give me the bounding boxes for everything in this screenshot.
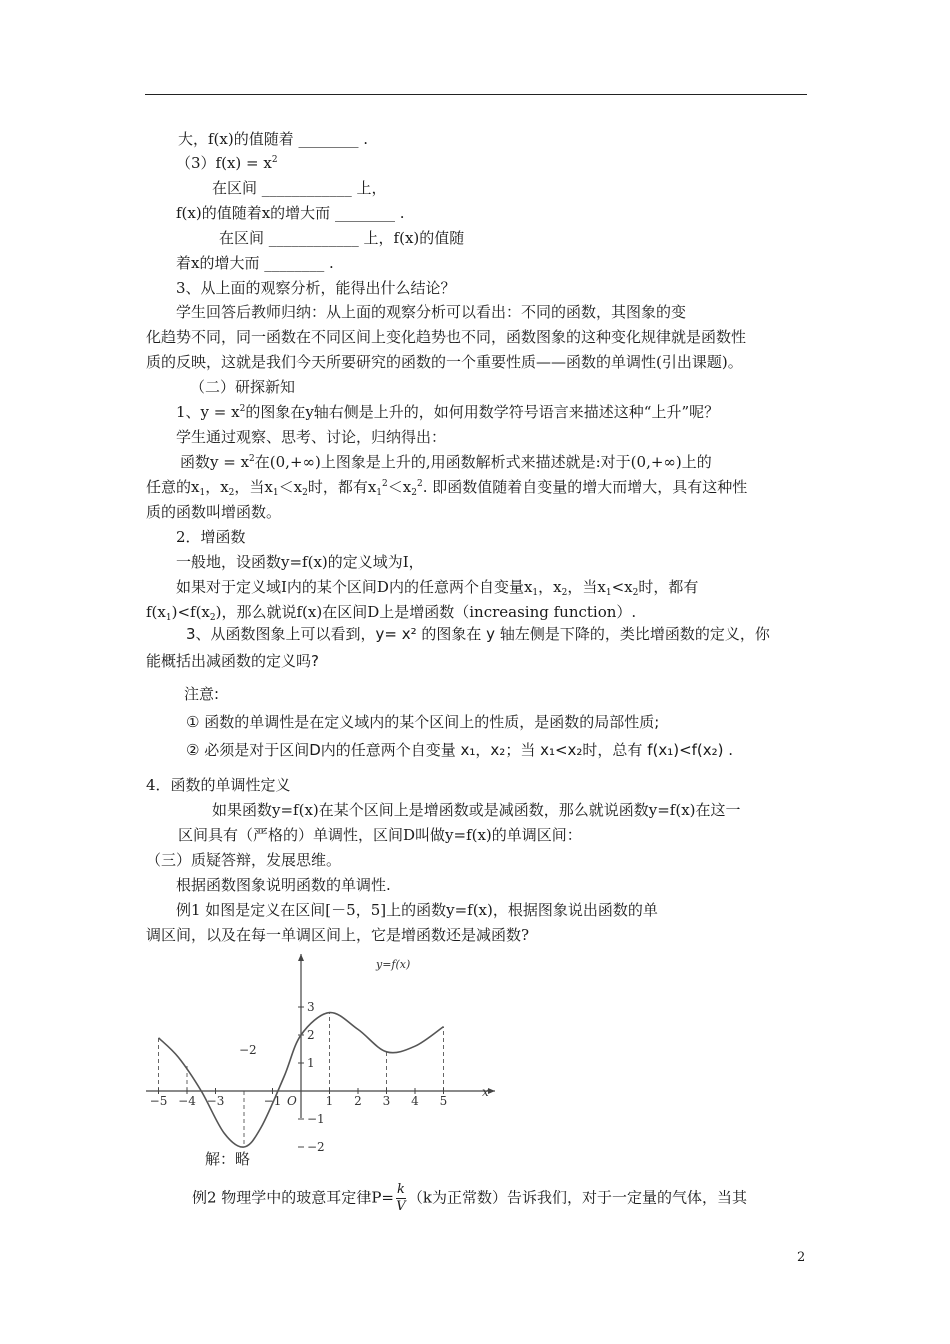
note-item-1: ① 函数的单调性是在定义域内的某个区间上的性质，是函数的局部性质; <box>186 713 660 731</box>
line-6: 着x的增大而 ________ . <box>176 254 334 272</box>
line-5: 在区间 ____________ 上，f(x)的值随 <box>219 229 465 247</box>
section-heading-3: （三）质疑答辩，发展思维。 <box>146 851 342 869</box>
subheading-monotonicity: 4．函数的单调性定义 <box>146 776 291 794</box>
graph-tick-labels <box>150 1000 448 1154</box>
note-heading: 注意: <box>184 685 220 703</box>
line-2: $(3)f(x) = x^2$ <box>176 154 278 172</box>
y-tick-label: 1 <box>307 1056 315 1070</box>
line-16: 质的函数叫增函数。 <box>146 503 282 521</box>
line-13: 学生通过观察、思考、讨论，归纳得出： <box>176 428 447 446</box>
line-28: 区间具有（严格的）单调性，区间D叫做y=f(x)的单调区间： <box>178 826 582 844</box>
x-tick-label: 5 <box>439 1094 448 1108</box>
x-tick-label: O <box>287 1094 297 1108</box>
page-number: 2 <box>797 1250 806 1265</box>
x-tick-label: −4 <box>178 1094 196 1108</box>
function-graph <box>140 948 510 1154</box>
curve-label: y=f(x) <box>376 958 411 971</box>
y-tick-label: 3 <box>307 1000 315 1014</box>
note-item-2: ② 必须是对于区间D内的任意两个自变量 x₁，x₂；当 x₁<x₂时，总有 f(x₁)<f(x₂) . <box>186 741 734 759</box>
section-heading-2: （二）研探新知 <box>190 378 296 396</box>
y-axis-arrow <box>298 954 304 961</box>
line-9: 化趋势不同，同一函数在不同区间上变化趋势也不同，函数图象的这种变化规律就是函数性 <box>146 328 747 346</box>
x-axis-arrow <box>488 1088 495 1094</box>
line-14: 函数$y = x^2$在(0,+∞)上图象是上升的,用函数解析式来描述就是:对于(0,+∞)上的 <box>180 453 712 471</box>
x-axis-label: x <box>482 1085 489 1099</box>
example-1: 例1 如图是定义在区间[－5，5]上的函数y=f(x)，根据图象说出函数的单 <box>176 901 658 919</box>
line-8: 学生回答后教师归纳：从上面的观察分析可以看出：不同的函数，其图象的变 <box>176 303 687 321</box>
line-4: f(x)的值随着x的增大而 ________ . <box>176 204 405 222</box>
line-27: 如果函数y=f(x)在某个区间上是增函数或是减函数，那么就说函数y=f(x)在这一 <box>212 801 741 819</box>
solution-line: 解：略 <box>205 1150 251 1168</box>
x-tick-label: 4 <box>411 1094 419 1108</box>
y-tick-label: −1 <box>307 1112 325 1126</box>
minimum-label: −2 <box>239 1043 257 1057</box>
x-tick-label: −3 <box>206 1094 225 1108</box>
x-tick-label: 2 <box>354 1094 362 1108</box>
y-tick-label: 2 <box>307 1028 315 1042</box>
line-30: 根据函数图象说明函数的单调性. <box>176 876 391 894</box>
subheading-increasing-function: 2．增函数 <box>176 528 246 546</box>
header-rule <box>145 94 807 95</box>
k-over-v-fraction: $\frac{k}{V}$ <box>396 1182 406 1214</box>
line-10: 质的反映，这就是我们今天所要研究的函数的一个重要性质——函数的单调性(引出课题)。 <box>146 353 743 371</box>
x-tick-label: 1 <box>325 1094 334 1108</box>
line-15: 任意的$x_1$，$x_2$，当$x_1<x_2$时，都有$x_1^2<x_2^2$. 即函数值随着自变量的增大而增大，具有这种性 <box>146 478 748 498</box>
line-20: $f(x_1)<f(x_2)$，那么就说f(x)在区间D上是增函数（increasing function）. <box>146 603 637 623</box>
x-tick-label: −5 <box>149 1094 168 1108</box>
x-tick-label: 3 <box>382 1094 391 1108</box>
line-3: 在区间 ____________ 上， <box>212 179 387 197</box>
line-21: 3、从函数图象上可以看到，y= x² 的图象在 y 轴左侧是下降的，类比增函数的定义，你 <box>186 625 770 643</box>
line-1: 大，f(x)的值随着 ________ . <box>178 130 369 148</box>
x-tick-label: −1 <box>263 1094 282 1108</box>
line-7: 3、从上面的观察分析，能得出什么结论？ <box>176 279 456 297</box>
example-1-cont: 调区间，以及在每一单调区间上，它是增函数还是减函数? <box>146 926 530 944</box>
example-2: 例2 物理学中的玻意耳定律P= $\frac{k}{V}$ （k为正常数）告诉我们，对于一定量的气体，当其 <box>192 1182 747 1214</box>
line-22: 能概括出减函数的定义吗? <box>146 652 319 670</box>
y-tick-label: −2 <box>307 1140 325 1154</box>
line-18: 一般地，设函数y=f(x)的定义域为I， <box>176 553 424 571</box>
line-19: 如果对于定义域I内的某个区间D内的任意两个自变量$x_1$，$x_2$，当$x_1<x_2$时，都有 <box>176 578 699 598</box>
line-12: 1、$y = x^2$的图象在y轴右侧是上升的，如何用数学符号语言来描述这种“上升”呢？ <box>176 403 720 421</box>
